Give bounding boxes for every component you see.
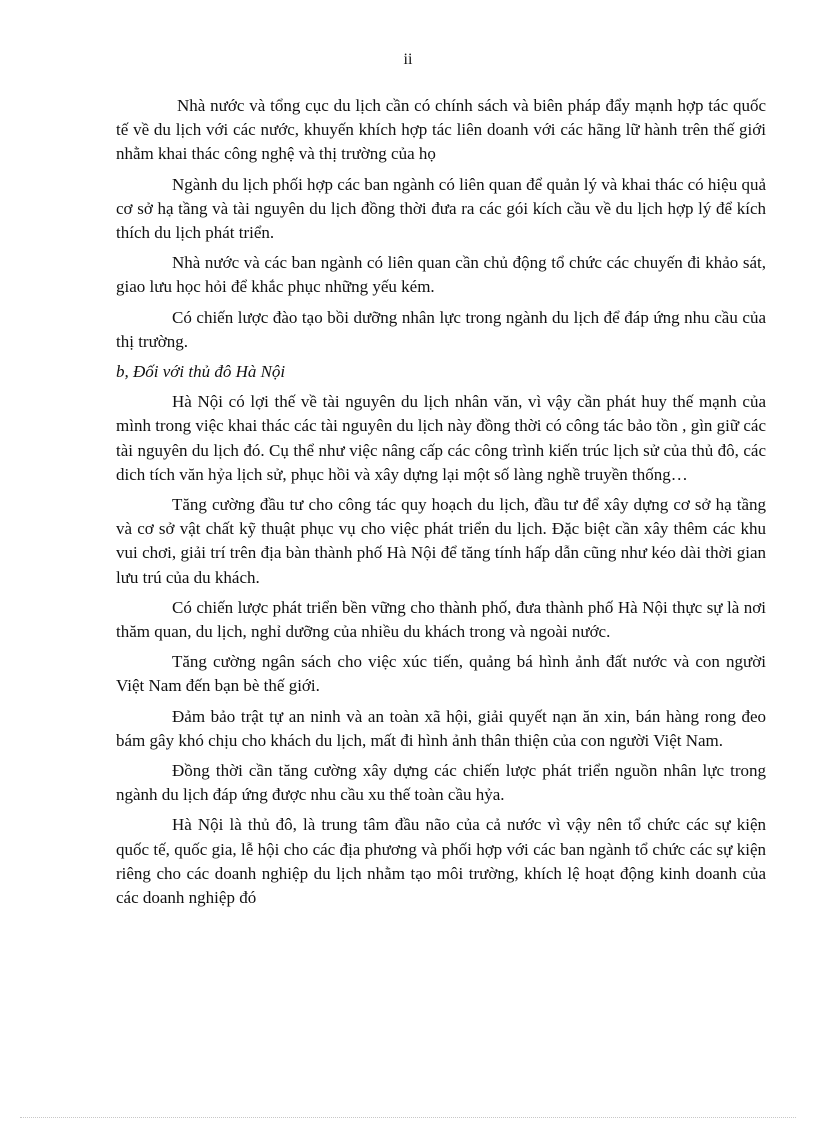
document-body <box>116 94 766 916</box>
paragraph-cultural-resources: Hà Nội có lợi thế về tài nguyên du lịch nhân văn, vì vậy cần phát huy thế mạnh của mình trong việc khai thác các tài nguyên du lịch này đồng thời có công tác bảo tồn , gìn giữ các tài nguyên du lịch đó. Cụ thể như việc nâng cấp các công trình kiến trúc lịch sử của thủ đô, các dich tích văn hỷa lịch sử, phục hồi và xây dựng lại một số làng nghề truyền thống… <box>116 392 766 484</box>
paragraph-interagency-coordination: Ngành du lịch phối hợp các ban ngành có liên quan để quản lý và khai thác có hiệu quả cơ sở hạ tầng và tài nguyên du lịch đồng thời đưa ra các gói kích cầu về du lịch hợp lý để kích thích du lịch phát triển. <box>116 174 766 243</box>
paragraph-international-cooperation: Nhà nước và tổng cục du lịch cần có chính sách và biên pháp đẩy mạnh hợp tác quốc tế về du lịch với các nước, khuyến khích hợp tác liên doanh với các hãng lữ hành trên thế giới nhằm khai thác công nghệ và thị trường của họ <box>116 96 766 164</box>
paragraph-sustainable-development: Có chiến lược phát triển bền vững cho thành phố, đưa thành phố Hà Nội thực sự là nơi thăm quan, du lịch, nghỉ dưỡng của nhiều du khách trong và ngoài nước. <box>116 597 766 642</box>
paragraph-events-organization: Hà Nội là thủ đô, là trung tâm đầu não của cả nước vì vậy nên tổ chức các sự kiện quốc tế, quốc gia, lễ hội cho các địa phương và phối hợp với các ban ngành tổ chức các sự kiện riêng cho các doanh nghiệp du lịch nhằm tạo môi trường, khích lệ hoạt động kinh doanh của các doanh nghiệp đó <box>116 815 766 908</box>
paragraph-survey-trips: Nhà nước và các ban ngành có liên quan cần chủ động tổ chức các chuyến đi khảo sát, giao lưu học hỏi để khắc phục những yếu kém. <box>116 253 766 297</box>
paragraph-promotion-budget: Tăng cường ngân sách cho việc xúc tiến, quảng bá hình ảnh đất nước và con người Việt Nam đến bạn bè thế giới. <box>116 652 766 696</box>
paragraph-public-order: Đảm bảo trật tự an ninh và an toàn xã hội, giải quyết nạn ăn xin, bán hàng rong đeo bám gây khó chịu cho khách du lịch, mất đi hình ảnh thân thiện của con người Việt Nam. <box>116 706 766 750</box>
page-number: ii <box>403 51 413 68</box>
paragraph-workforce-training: Có chiến lược đào tạo bồi dưỡng nhân lực trong ngành du lịch để đáp ứng nhu cầu của thị trường. <box>116 307 766 351</box>
page-bottom-border <box>20 1117 796 1118</box>
paragraph-infrastructure-investment: Tăng cường đầu tư cho công tác quy hoạch du lịch, đầu tư để xây dựng cơ sở hạ tầng và cơ sở vật chất kỹ thuật phục vụ cho việc phát triển du lịch. Đặc biệt cần xây thêm các khu vui chơi, giải trí trên địa bàn thành phố Hà Nội để tăng tính hấp dẫn cũng như kéo dài thời gian lưu trú của du khách. <box>116 495 766 587</box>
section-heading-hanoi: b, Đối với thủ đô Hà Nội <box>116 362 286 382</box>
paragraph-human-resources: Đồng thời cần tăng cường xây dựng các chiến lược phát triển nguồn nhân lực trong ngành du lịch đáp ứng được nhu cầu xu thế toàn cầu hỷa. <box>116 761 766 805</box>
